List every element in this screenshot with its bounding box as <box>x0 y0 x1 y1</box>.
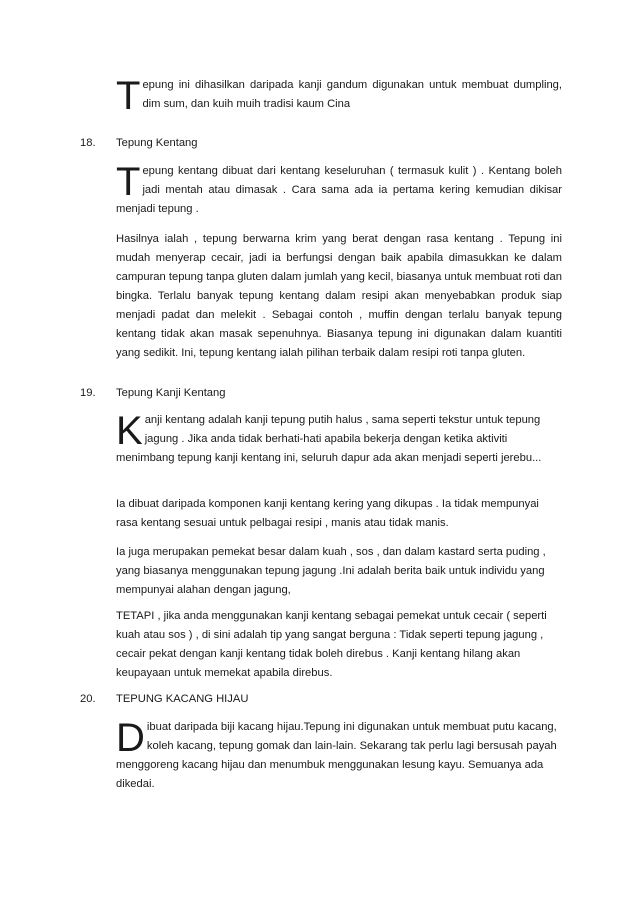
section-paragraph <box>116 495 562 533</box>
section-paragraph <box>116 543 562 600</box>
intro-paragraph <box>116 74 562 118</box>
section-number: 18. <box>80 137 96 149</box>
section-title: Tepung Kanji Kentang <box>116 387 226 399</box>
paragraph-text: ibuat daripada biji kacang hijau.Tepung ini digunakan untuk membuat putu kacang, koleh kacang, tepung gomak dan lain-lain. Sekarang tak perlu lagi bersusah payah menggoreng kacang hijau dan menumbuk menggunakan lesung kayu. Semuanya ada dikedai. <box>116 721 557 790</box>
section-title: Tepung Kentang <box>116 137 198 149</box>
section-number: 19. <box>80 387 96 399</box>
drop-cap: D <box>116 716 145 760</box>
section-title: TEPUNG KACANG HIJAU <box>116 693 249 705</box>
paragraph-text: epung ini dihasilkan daripada kanji gandum digunakan untuk membuat dumpling, dim sum, dan kuih muih tradisi kaum Cina <box>142 79 562 110</box>
section-number: 20. <box>80 693 96 705</box>
section-paragraph <box>116 230 562 363</box>
paragraph-text: anji kentang adalah kanji tepung putih halus , sama seperti tekstur untuk tepung jagung . Jika anda tidak berhati-hati apabila bekerja dengan ketika aktiviti menimbang tepung kanji kentang ini, seluruh dapur ada akan menjadi seperti jerebu... <box>116 414 542 464</box>
drop-cap: K <box>116 409 143 453</box>
paragraph-text: Ia dibuat daripada komponen kanji kentang kering yang dikupas . Ia tidak mempunyai rasa kentang sesuai untuk pelbagai resipi , manis atau tidak manis. <box>116 498 539 529</box>
section-paragraph <box>116 718 562 794</box>
drop-cap: T <box>116 160 141 204</box>
drop-cap: T <box>116 74 141 118</box>
paragraph-text: epung kentang dibuat dari kentang keseluruhan ( termasuk kulit ) . Kentang boleh jadi mentah atau dimasak . Cara sama ada ia pertama kering kemudian dikisar menjadi tepung . <box>116 165 562 215</box>
paragraph-text: Ia juga merupakan pemekat besar dalam kuah , sos , dan dalam kastard serta puding , yang biasanya menggunakan tepung jagung .Ini adalah berita baik untuk individu yang mempunyai alahan dengan jagung, <box>116 546 546 596</box>
section-paragraph <box>116 162 562 219</box>
paragraph-text: Hasilnya ialah , tepung berwarna krim yang berat dengan rasa kentang . Tepung ini mudah menyerap cecair, jadi ia berfungsi dengan baik apabila dimasukkan ke dalam campuran tepung tanpa gluten dalam jumlah yang kecil, biasanya untuk membuat roti dan bingka. Terlalu banyak tepung kentang dalam resipi akan menyebabkan produk siap menjadi padat dan melekit . Sebagai contoh , muffin dengan terlalu banyak tepung kentang tidak akan masak sepenuhnya. Biasanya tepung ini digunakan dalam kuantiti yang sedikit. Ini, tepung kentang ialah pilihan terbaik dalam resipi roti tanpa gluten. <box>116 233 562 359</box>
paragraph-text: TETAPI , jika anda menggunakan kanji kentang sebagai pemekat untuk cecair ( seperti kuah atau sos ) , di sini adalah tip yang sangat berguna : Tidak seperti tepung jagung , cecair pekat dengan kanji kentang tidak boleh direbus . Kanji kentang hilang akan keupayaan untuk memekat apabila direbus. <box>116 610 547 679</box>
section-paragraph <box>116 411 562 468</box>
section-paragraph <box>116 607 562 683</box>
